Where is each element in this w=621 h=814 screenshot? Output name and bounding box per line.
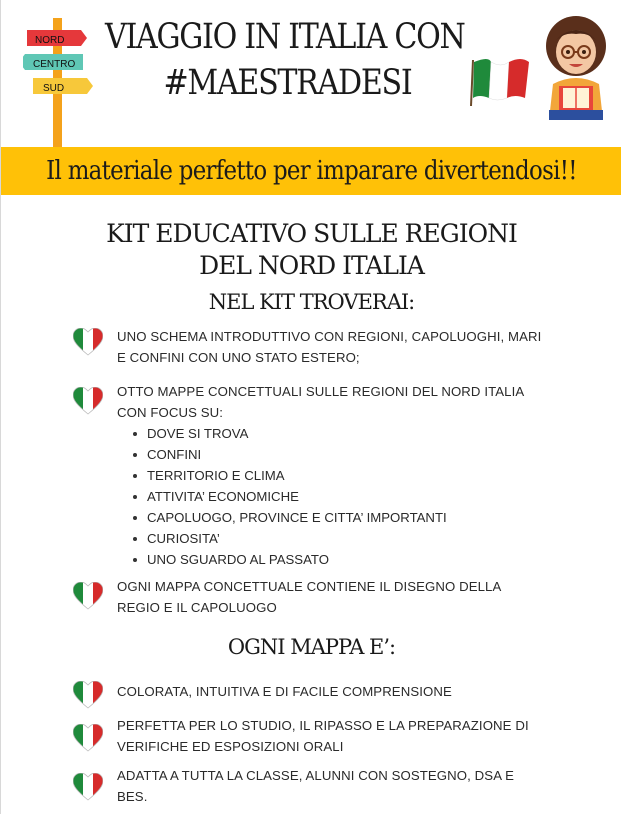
teacher-avatar-icon bbox=[539, 14, 613, 120]
list-item bbox=[73, 326, 543, 368]
section-heading-mappa: OGNI MAPPA E’: bbox=[227, 635, 396, 659]
list-item: UNO SGUARDO AL PASSATO bbox=[147, 549, 543, 570]
title-line-2: #MAESTRADESI bbox=[163, 63, 412, 103]
italian-heart-icon bbox=[73, 328, 103, 356]
list-item bbox=[73, 681, 543, 702]
italian-heart-icon bbox=[73, 724, 103, 752]
page-title bbox=[105, 14, 475, 106]
item-text: ADATTA A TUTTA LA CLASSE, ALUNNI CON SOSTEGNO, DSA E BES. bbox=[117, 768, 515, 804]
list-item bbox=[73, 765, 543, 807]
kit-title-line-1: KIT EDUCATIVO SULLE REGIONI bbox=[106, 219, 517, 248]
banner bbox=[1, 147, 621, 195]
italian-heart-icon bbox=[73, 387, 103, 415]
item-text: COLORATA, INTUITIVA E DI FACILE COMPRENSIONE bbox=[117, 684, 452, 699]
signpost-icon bbox=[23, 18, 103, 148]
section-heading-kit: NEL KIT TROVERAI: bbox=[208, 290, 415, 314]
kit-title-line-2: DEL NORD ITALIA bbox=[199, 251, 424, 280]
list-item: TERRITORIO E CLIMA bbox=[147, 465, 543, 486]
banner-text: Il materiale perfetto per imparare divertendosi!! bbox=[46, 156, 577, 186]
list-item bbox=[73, 381, 543, 570]
focus-list bbox=[73, 423, 543, 570]
italian-flag-icon bbox=[469, 54, 531, 106]
list-item: DOVE SI TROVA bbox=[147, 423, 543, 444]
sign-nord: NORD bbox=[35, 35, 65, 46]
item-text: OTTO MAPPE CONCETTUALI SULLE REGIONI DEL NORD ITALIA CON FOCUS SU: bbox=[117, 384, 524, 420]
item-text: PERFETTA PER LO STUDIO, IL RIPASSO E LA PREPARAZIONE DI VERIFICHE ED ESPOSIZIONI ORALI bbox=[117, 718, 529, 754]
sign-centro: CENTRO bbox=[33, 59, 76, 70]
item-text: OGNI MAPPA CONCETTUALE CONTIENE IL DISEGNO DELLA REGIO E IL CAPOLUOGO bbox=[117, 579, 501, 615]
list-item: CURIOSITA’ bbox=[147, 528, 543, 549]
italian-heart-icon bbox=[73, 681, 103, 709]
italian-heart-icon bbox=[73, 582, 103, 610]
list-item bbox=[73, 715, 543, 757]
title-line-1: VIAGGIO IN ITALIA CON bbox=[105, 17, 465, 57]
item-text: UNO SCHEMA INTRODUTTIVO CON REGIONI, CAPOLUOGHI, MARI E CONFINI CON UNO STATO ESTERO; bbox=[117, 329, 542, 365]
list-item: CAPOLUOGO, PROVINCE E CITTA’ IMPORTANTI bbox=[147, 507, 543, 528]
sign-sud: SUD bbox=[43, 83, 65, 94]
kit-title bbox=[1, 218, 621, 282]
italian-heart-icon bbox=[73, 773, 103, 801]
list-item: CONFINI bbox=[147, 444, 543, 465]
list-item: ATTIVITA’ ECONOMICHE bbox=[147, 486, 543, 507]
list-item bbox=[73, 576, 543, 618]
